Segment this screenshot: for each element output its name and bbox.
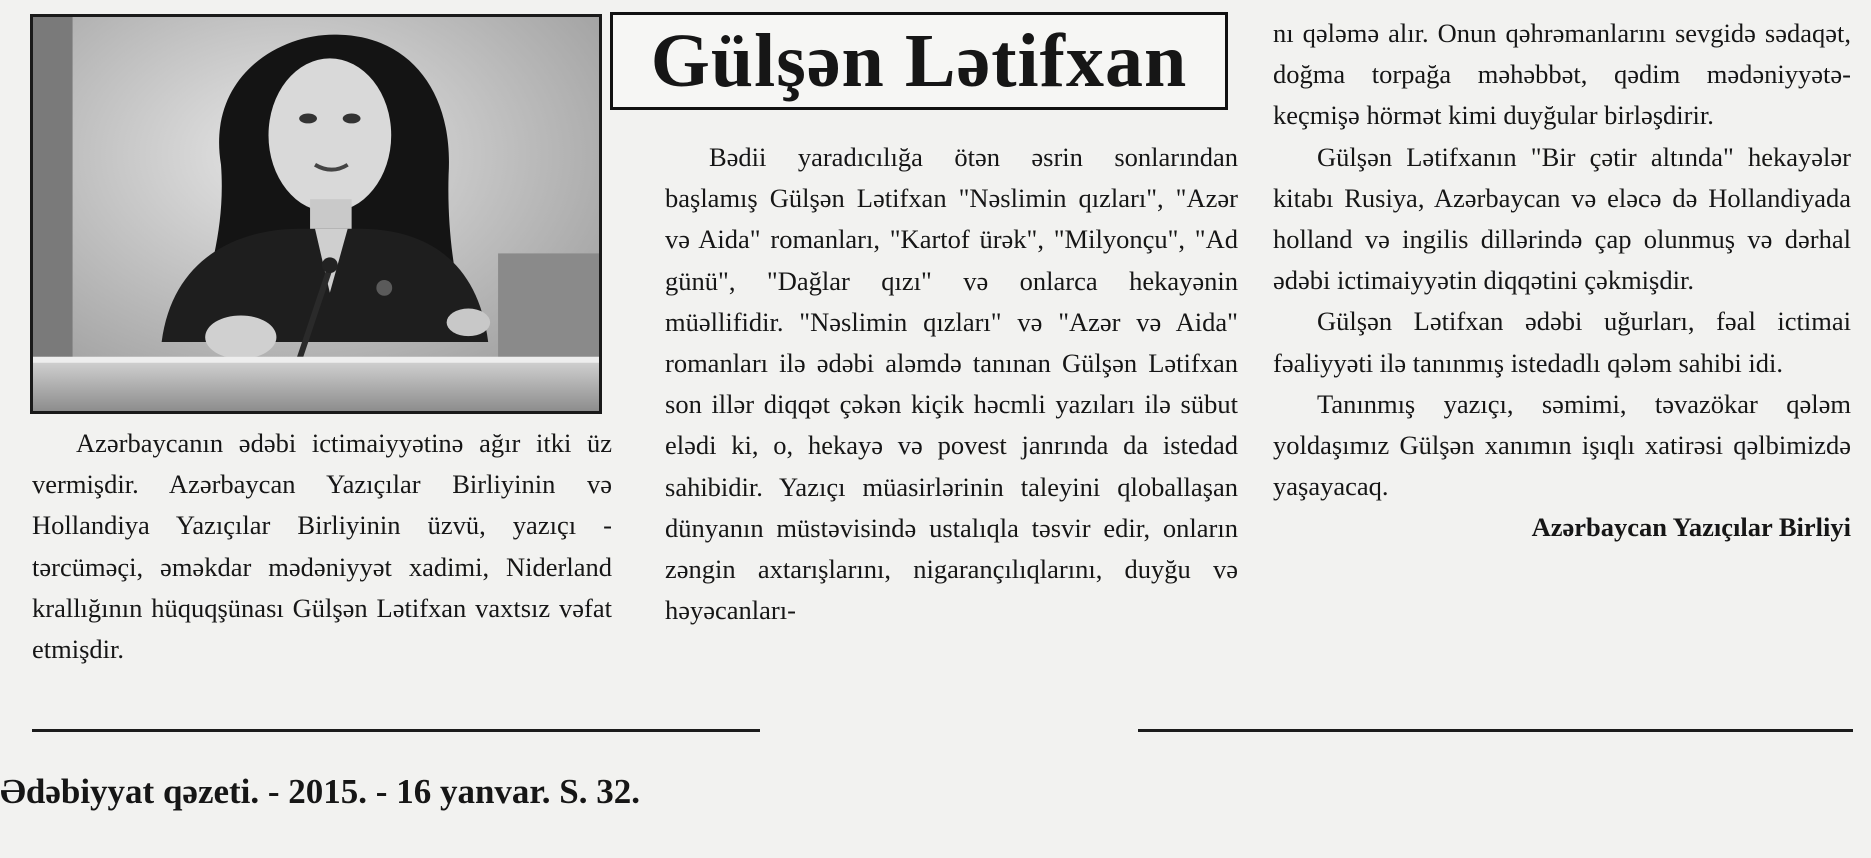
portrait-photo-icon [33, 17, 599, 411]
source-citation: Ədəbiyyat qəzeti. - 2015. - 16 yanvar. S. 32. [0, 772, 640, 811]
right-paragraph-2: Gülşən Lətifxanın "Bir çətir altında" hekayələr kitabı Rusiya, Azərbaycan və eləcə də Hollandiyada holland və ingilis dillərində çap olunmuş və dərhal ədəbi ictimaiyyətin diqqətini çəkmişdir. [1273, 141, 1851, 296]
right-column [1273, 13, 1851, 549]
divider-rule-right [1138, 729, 1853, 732]
divider-rule-left [32, 729, 760, 732]
right-paragraph-3: Gülşən Lətifxan ədəbi uğurları, fəal ictimai fəaliyyəti ilə tanınmış istedadlı qələm sahibi idi. [1273, 306, 1851, 378]
right-paragraph-4: Tanınmış yazıçı, səmimi, təvazökar qələm yoldaşımız Gülşən xanımın işıqlı xatirəsi qəlbimizdə yaşayacaq. [1273, 388, 1851, 502]
portrait-photo [30, 14, 602, 414]
left-column [32, 423, 612, 670]
article-title: Gülşən Lətifxan [650, 19, 1188, 103]
middle-paragraph-1: Bədii yaradıcılığa ötən əsrin sonlarından başlamış Gülşən Lətifxan "Nəslimin qızları", "Azər və Aida" romanları, "Kartof ürək", "Milyonçu", "Ad günü", "Dağlar qızı" və onlarca hekayənin müəllifidir. "Nəslimin qızları" və "Azər və Aida" romanları ilə ədəbi aləmdə tanınan Gülşən Lətifxan son illər diqqət çəkən kiçik həcmli yazıları ilə sübut elədi ki, o, hekayə və povest janrında da istedad sahibidir. Yazıçı müasirlərinin taleyini qloballaşan dünyanın müstəvisində ustalıqla təsvir edir, onların zəngin axtarışlarını, nigarançılıqlarını, duyğu və həyəcanları- [665, 142, 1238, 626]
signature: Azərbaycan Yazıçılar Birliyi [1531, 512, 1851, 543]
middle-column [665, 137, 1238, 631]
right-paragraph-1: nı qələmə alır. Onun qəhrəmanlarını sevgidə sədaqət, doğma torpağa məhəbbət, qədim mədəniyyətə-keçmişə hörmət kimi duyğular birləşdirir. [1273, 18, 1851, 131]
left-paragraph-1: Azərbaycanın ədəbi ictimaiyyətinə ağır itki üz vermişdir. Azərbaycan Yazıçılar Birliyinin və Hollandiya Yazıçılar Birliyinin üzvü, yazıçı - tərcüməçi, əməkdar mədəniyyət xadimi, Niderland krallığının hüquqşünası Gülşən Lətifxan vaxtsız vəfat etmişdir. [32, 428, 612, 665]
headline-box [610, 12, 1228, 110]
